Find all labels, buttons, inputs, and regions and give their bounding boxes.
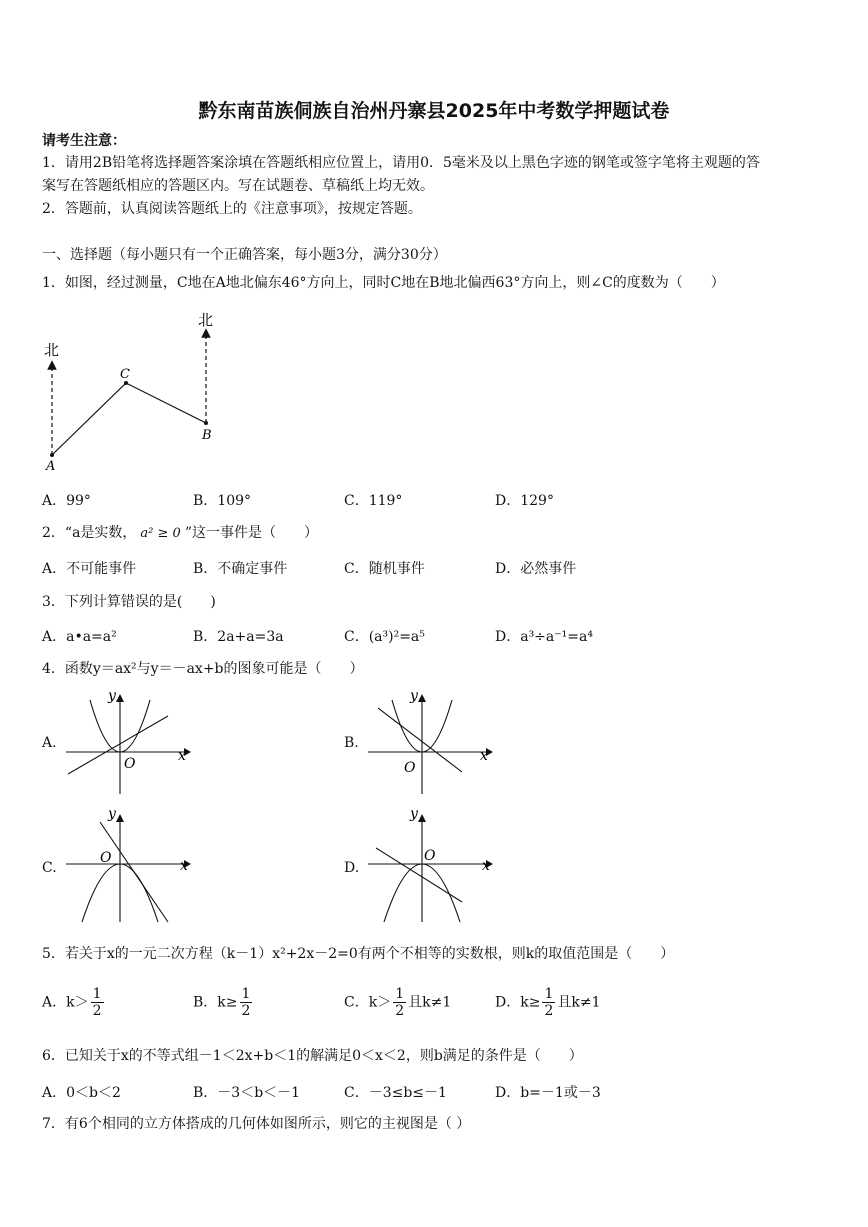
q1-option-c[interactable]: C．119°	[344, 493, 403, 509]
q4c-origin-label: O	[100, 850, 112, 866]
q5-option-b[interactable]	[193, 986, 254, 1019]
q3-option-d[interactable]: D．a³÷a⁻¹=a⁴	[495, 629, 593, 645]
q6-option-b[interactable]: B．－3＜b＜－1	[193, 1085, 301, 1101]
question-2-stem	[42, 524, 318, 543]
page-title: 黔东南苗族侗族自治州丹寨县2025年中考数学押题试卷	[198, 100, 670, 122]
point-c-label: C	[120, 367, 130, 382]
q3-option-b[interactable]: B．2a+a=3a	[193, 629, 284, 645]
q6-option-d[interactable]: D．b=－1或－3	[495, 1085, 601, 1101]
notice-item-1-line-2: 案写在答题纸相应的答题区内。写在试题卷、草稿纸上均无效。	[42, 178, 434, 194]
q4d-x-label: x	[482, 858, 490, 874]
question-1-stem: 1．如图，经过测量，C地在A地北偏东46°方向上，同时C地在B地北偏西63°方向上，则∠C的度数为（ ）	[42, 275, 725, 291]
notice-item-1-line-1: 1．请用2B铅笔将选择题答案涂填在答题纸相应位置上，请用0．5毫米及以上黑色字迹的钢笔或签字笔将主观题的答	[42, 155, 760, 171]
q4c-x-label: x	[180, 858, 188, 874]
point-a-label: A	[46, 459, 56, 474]
q3-option-c[interactable]: C．(a³)²=a⁵	[344, 629, 425, 645]
q4-option-b-label[interactable]: B.	[344, 735, 359, 751]
point-b-label: B	[202, 428, 212, 443]
q5-option-d[interactable]	[495, 986, 601, 1019]
q2-option-d[interactable]: D．必然事件	[495, 561, 577, 577]
q6-option-c[interactable]: C．－3≤b≤－1	[344, 1085, 447, 1101]
q1-option-d[interactable]: D．129°	[495, 493, 554, 509]
question-5-stem: 5．若关于x的一元二次方程（k－1）x²+2x－2=0有两个不相等的实数根，则k的取值范围是（ ）	[42, 946, 675, 962]
q4-graph-b	[366, 686, 496, 796]
q5d-suffix: 且k≠1	[557, 994, 601, 1011]
north-label-left: 北	[44, 341, 60, 359]
q5-option-c[interactable]	[344, 986, 451, 1019]
notice-item-2: 2．答题前，认真阅读答题纸上的《注意事项》，按规定答题。	[42, 201, 422, 217]
q5d-fraction: $\frac{1}{2}$	[544, 986, 554, 1019]
q5c-fraction: $\frac{1}{2}$	[395, 986, 405, 1019]
q3-option-a[interactable]: A．a•a=a²	[42, 629, 117, 645]
q4-graph-a	[64, 686, 194, 796]
q4b-y-label: y	[410, 688, 418, 704]
q4a-origin-label: O	[124, 756, 136, 772]
q6-option-a[interactable]: A．0＜b＜2	[42, 1085, 121, 1101]
q5a-fraction: $\frac{1}{2}$	[92, 986, 102, 1019]
q2-option-b[interactable]: B．不确定事件	[193, 561, 288, 577]
q5d-prefix: D．k≥	[495, 994, 541, 1011]
q5c-suffix: 且k≠1	[408, 994, 452, 1011]
q4a-y-label: y	[108, 688, 116, 704]
north-label-right: 北	[198, 311, 214, 329]
section-heading: 一、选择题（每小题只有一个正确答案，每小题3分，满分30分）	[42, 247, 447, 263]
question-3-stem: 3．下列计算错误的是( )	[42, 594, 216, 610]
q4d-y-label: y	[410, 806, 418, 822]
question-7-stem: 7．有6个相同的立方体搭成的几何体如图所示，则它的主视图是（ ）	[42, 1116, 471, 1132]
q4d-origin-label: O	[424, 848, 436, 864]
question-4-stem: 4．函数y＝ax²与y＝－ax+b的图象可能是（ ）	[42, 661, 364, 677]
q1-option-a[interactable]: A．99°	[42, 493, 91, 509]
notice-heading: 请考生注意：	[42, 133, 126, 149]
q4-graph-c	[64, 806, 194, 926]
q4a-x-label: x	[178, 748, 186, 764]
q5a-prefix: A．k＞	[42, 994, 89, 1011]
q2-stem-prefix: 2．“a是实数，	[42, 525, 137, 541]
q2-stem-math: a² ≥ 0	[140, 526, 181, 541]
q5b-fraction: $\frac{1}{2}$	[241, 986, 251, 1019]
q1-option-b[interactable]: B．109°	[193, 493, 252, 509]
q4b-x-label: x	[480, 748, 488, 764]
q4-option-a-label[interactable]: A.	[42, 735, 57, 751]
q4-option-d-label[interactable]: D.	[344, 860, 360, 876]
q4c-y-label: y	[108, 806, 116, 822]
question-1-figure	[38, 305, 228, 475]
q2-option-c[interactable]: C．随机事件	[344, 561, 425, 577]
q2-stem-suffix: ”这一事件是（ ）	[184, 525, 318, 541]
q4b-origin-label: O	[404, 760, 416, 776]
q4-graph-d	[366, 806, 496, 926]
question-6-stem: 6．已知关于x的不等式组－1＜2x+b＜1的解满足0＜x＜2，则b满足的条件是（ ）	[42, 1048, 583, 1064]
q5b-prefix: B．k≥	[193, 994, 238, 1011]
q5c-prefix: C．k＞	[344, 994, 392, 1011]
q4-option-c-label[interactable]: C.	[42, 860, 57, 876]
q2-option-a[interactable]: A．不可能事件	[42, 561, 137, 577]
q5-option-a[interactable]	[42, 986, 106, 1019]
